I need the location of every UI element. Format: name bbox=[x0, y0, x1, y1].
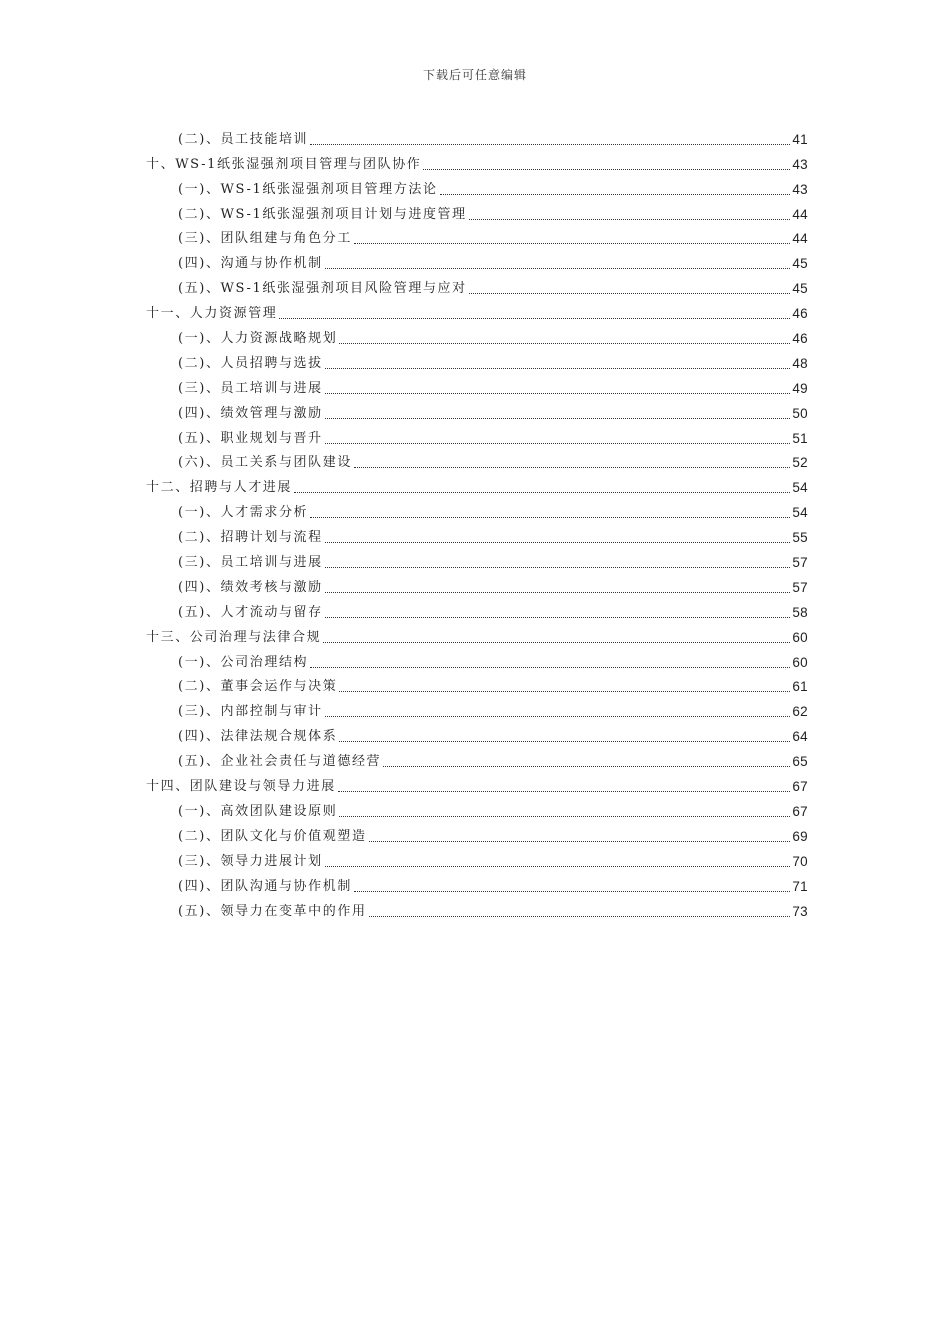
toc-entry-title: (二)、团队文化与价值观塑造 bbox=[178, 828, 367, 844]
toc-entry-title: (六)、员工关系与团队建设 bbox=[178, 455, 352, 471]
toc-entry-title: (五)、领导力在变革中的作用 bbox=[178, 903, 367, 919]
table-of-contents bbox=[146, 124, 808, 921]
toc-entry[interactable] bbox=[146, 199, 808, 224]
toc-dot-leader bbox=[339, 740, 790, 742]
toc-entry-title: (五)、人才流动与留存 bbox=[178, 604, 323, 620]
toc-entry-title: (五)、企业社会责任与道德经营 bbox=[178, 754, 382, 770]
toc-dot-leader bbox=[338, 790, 791, 792]
toc-entry-page-number: 44 bbox=[792, 206, 808, 222]
toc-entry-title: (二)、WS-1纸张湿强剂项目计划与进度管理 bbox=[178, 206, 467, 222]
toc-entry-page-number: 51 bbox=[792, 430, 808, 446]
toc-entry-page-number: 67 bbox=[792, 779, 808, 795]
toc-entry-page-number: 54 bbox=[792, 480, 808, 496]
toc-dot-leader bbox=[325, 566, 791, 568]
toc-dot-leader bbox=[325, 392, 791, 394]
toc-entry[interactable] bbox=[146, 597, 808, 622]
toc-entry-title: (三)、团队组建与角色分工 bbox=[178, 231, 352, 247]
toc-entry-page-number: 57 bbox=[792, 555, 808, 571]
toc-entry-title: (四)、法律法规合规体系 bbox=[178, 729, 338, 745]
toc-entry[interactable] bbox=[146, 622, 808, 647]
toc-entry[interactable] bbox=[146, 696, 808, 721]
toc-entry[interactable] bbox=[146, 149, 808, 174]
toc-entry-title: (一)、人才需求分析 bbox=[178, 505, 309, 521]
toc-entry-page-number: 46 bbox=[792, 331, 808, 347]
toc-dot-leader bbox=[469, 218, 791, 220]
toc-entry-title: (二)、董事会运作与决策 bbox=[178, 679, 338, 695]
toc-entry-page-number: 46 bbox=[792, 306, 808, 322]
toc-entry[interactable] bbox=[146, 323, 808, 348]
toc-entry[interactable] bbox=[146, 672, 808, 697]
toc-entry-title: (四)、沟通与协作机制 bbox=[178, 256, 323, 272]
toc-entry[interactable] bbox=[146, 174, 808, 199]
toc-entry-page-number: 57 bbox=[792, 579, 808, 595]
toc-dot-leader bbox=[339, 690, 790, 692]
toc-entry-page-number: 55 bbox=[792, 530, 808, 546]
toc-entry-title: (二)、人员招聘与选拔 bbox=[178, 355, 323, 371]
toc-entry-title: (四)、绩效考核与激励 bbox=[178, 579, 323, 595]
toc-entry[interactable] bbox=[146, 398, 808, 423]
toc-entry[interactable] bbox=[146, 124, 808, 149]
toc-dot-leader bbox=[325, 616, 791, 618]
toc-entry-page-number: 50 bbox=[792, 405, 808, 421]
toc-entry[interactable] bbox=[146, 896, 808, 921]
toc-entry-page-number: 49 bbox=[792, 380, 808, 396]
toc-entry-page-number: 44 bbox=[792, 231, 808, 247]
toc-entry[interactable] bbox=[146, 373, 808, 398]
toc-dot-leader bbox=[325, 267, 791, 269]
toc-entry-title: (一)、人力资源战略规划 bbox=[178, 331, 338, 347]
toc-entry-page-number: 69 bbox=[792, 828, 808, 844]
toc-entry-title: 十四、团队建设与领导力进展 bbox=[146, 779, 336, 795]
toc-entry[interactable] bbox=[146, 497, 808, 522]
toc-entry-title: (三)、员工培训与进展 bbox=[178, 555, 323, 571]
toc-entry-page-number: 58 bbox=[792, 604, 808, 620]
toc-dot-leader bbox=[279, 317, 790, 319]
toc-entry-title: (一)、WS-1纸张湿强剂项目管理方法论 bbox=[178, 181, 438, 197]
toc-entry[interactable] bbox=[146, 298, 808, 323]
toc-entry-page-number: 48 bbox=[792, 355, 808, 371]
toc-entry[interactable] bbox=[146, 472, 808, 497]
toc-dot-leader bbox=[310, 516, 790, 518]
toc-dot-leader bbox=[325, 865, 791, 867]
toc-entry-page-number: 71 bbox=[792, 878, 808, 894]
toc-entry[interactable] bbox=[146, 771, 808, 796]
toc-dot-leader bbox=[325, 591, 791, 593]
toc-dot-leader bbox=[369, 840, 791, 842]
toc-entry-title: 十二、招聘与人才进展 bbox=[146, 480, 293, 496]
toc-dot-leader bbox=[469, 292, 791, 294]
toc-entry-title: (三)、员工培训与进展 bbox=[178, 380, 323, 396]
toc-entry[interactable] bbox=[146, 248, 808, 273]
toc-entry-title: 十一、人力资源管理 bbox=[146, 306, 278, 322]
toc-entry[interactable] bbox=[146, 547, 808, 572]
toc-dot-leader bbox=[339, 815, 790, 817]
toc-entry-page-number: 54 bbox=[792, 505, 808, 521]
toc-entry[interactable] bbox=[146, 448, 808, 473]
toc-entry-title: (二)、招聘计划与流程 bbox=[178, 530, 323, 546]
toc-entry-page-number: 65 bbox=[792, 754, 808, 770]
toc-dot-leader bbox=[325, 367, 791, 369]
toc-entry-page-number: 73 bbox=[792, 903, 808, 919]
toc-entry-title: (一)、公司治理结构 bbox=[178, 654, 309, 670]
toc-entry[interactable] bbox=[146, 348, 808, 373]
toc-entry[interactable] bbox=[146, 746, 808, 771]
toc-dot-leader bbox=[323, 641, 790, 643]
toc-dot-leader bbox=[325, 442, 791, 444]
toc-entry-title: (一)、高效团队建设原则 bbox=[178, 803, 338, 819]
toc-entry-page-number: 60 bbox=[792, 654, 808, 670]
toc-dot-leader bbox=[294, 491, 790, 493]
toc-entry-title: (三)、内部控制与审计 bbox=[178, 704, 323, 720]
toc-entry-page-number: 43 bbox=[792, 181, 808, 197]
toc-entry-page-number: 67 bbox=[792, 803, 808, 819]
toc-entry[interactable] bbox=[146, 721, 808, 746]
toc-entry-page-number: 64 bbox=[792, 729, 808, 745]
toc-entry[interactable] bbox=[146, 572, 808, 597]
toc-entry-page-number: 43 bbox=[792, 156, 808, 172]
toc-entry-page-number: 52 bbox=[792, 455, 808, 471]
toc-dot-leader bbox=[369, 915, 791, 917]
toc-entry-page-number: 70 bbox=[792, 853, 808, 869]
toc-entry-title: (五)、职业规划与晋升 bbox=[178, 430, 323, 446]
toc-dot-leader bbox=[325, 417, 791, 419]
toc-entry[interactable] bbox=[146, 647, 808, 672]
toc-entry[interactable] bbox=[146, 273, 808, 298]
toc-entry-page-number: 41 bbox=[792, 131, 808, 147]
toc-dot-leader bbox=[354, 242, 790, 244]
toc-entry-title: (三)、领导力进展计划 bbox=[178, 853, 323, 869]
toc-dot-leader bbox=[339, 342, 790, 344]
toc-dot-leader bbox=[325, 541, 791, 543]
toc-entry-title: (四)、绩效管理与激励 bbox=[178, 405, 323, 421]
toc-dot-leader bbox=[325, 715, 791, 717]
toc-entry[interactable] bbox=[146, 522, 808, 547]
toc-entry[interactable] bbox=[146, 423, 808, 448]
toc-entry[interactable] bbox=[146, 224, 808, 249]
toc-entry-title: (五)、WS-1纸张湿强剂项目风险管理与应对 bbox=[178, 281, 467, 297]
toc-entry-page-number: 45 bbox=[792, 256, 808, 272]
page-header: 下载后可任意编辑 bbox=[422, 68, 527, 82]
toc-entry[interactable] bbox=[146, 871, 808, 896]
toc-entry-page-number: 60 bbox=[792, 629, 808, 645]
toc-entry-page-number: 61 bbox=[792, 679, 808, 695]
toc-entry-title: (二)、员工技能培训 bbox=[178, 131, 309, 147]
toc-dot-leader bbox=[354, 466, 790, 468]
toc-entry-title: 十三、公司治理与法律合规 bbox=[146, 629, 322, 645]
toc-entry-page-number: 45 bbox=[792, 281, 808, 297]
toc-entry-title: (四)、团队沟通与协作机制 bbox=[178, 878, 352, 894]
toc-dot-leader bbox=[310, 666, 790, 668]
toc-entry-page-number: 62 bbox=[792, 704, 808, 720]
toc-entry-title: 十、WS-1纸张湿强剂项目管理与团队协作 bbox=[146, 156, 422, 172]
toc-entry[interactable] bbox=[146, 846, 808, 871]
toc-entry[interactable] bbox=[146, 796, 808, 821]
toc-dot-leader bbox=[383, 765, 790, 767]
toc-dot-leader bbox=[354, 890, 790, 892]
toc-dot-leader bbox=[423, 168, 790, 170]
toc-dot-leader bbox=[440, 193, 791, 195]
toc-dot-leader bbox=[310, 143, 790, 145]
toc-entry[interactable] bbox=[146, 821, 808, 846]
